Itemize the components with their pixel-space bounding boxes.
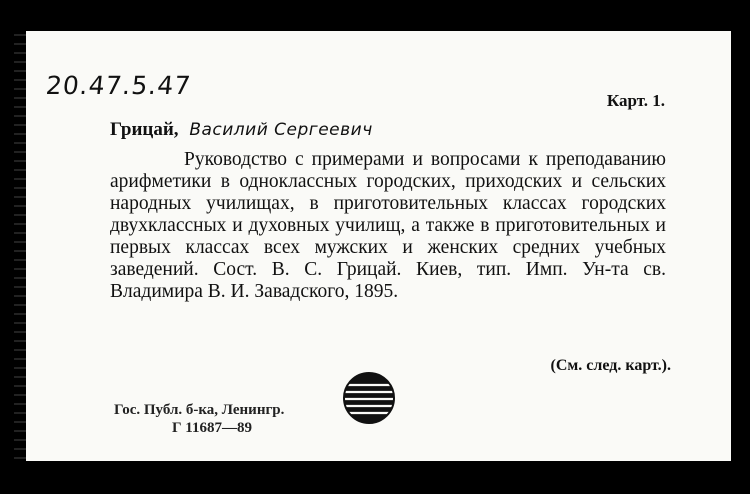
library-stamp-line2: Г 11687—89 [172, 420, 252, 436]
continued-note: (См. след. карт.). [550, 357, 671, 374]
author-heading [110, 119, 373, 141]
catalog-card [14, 31, 731, 461]
shelf-mark: 20.47.5.47 [44, 71, 193, 100]
scan-edge [14, 31, 26, 461]
library-stamp-text [114, 401, 284, 437]
card-number: Карт. 1. [606, 91, 665, 110]
round-library-stamp-icon [342, 371, 396, 425]
author-name-handwritten: Василий Сергеевич [189, 120, 373, 140]
author-surname: Грицай, [110, 119, 179, 140]
bibliographic-description: Руководство с примерами и вопросами к преподаванию арифметики в одноклассных городских, приходских и сельских народных училищах, в приготовительных классах городских двухклассных и духовных училищ, а также в приготовительных и первых классах всех мужских и женских средних учебных заведений. Сост. В. С. Грицай. Киев, тип. Имп. Ун-та св. Владимира В. И. Завадского, 1895. [110, 149, 666, 302]
library-stamp-line1: Гос. Публ. б-ка, Ленингр. [114, 402, 285, 418]
